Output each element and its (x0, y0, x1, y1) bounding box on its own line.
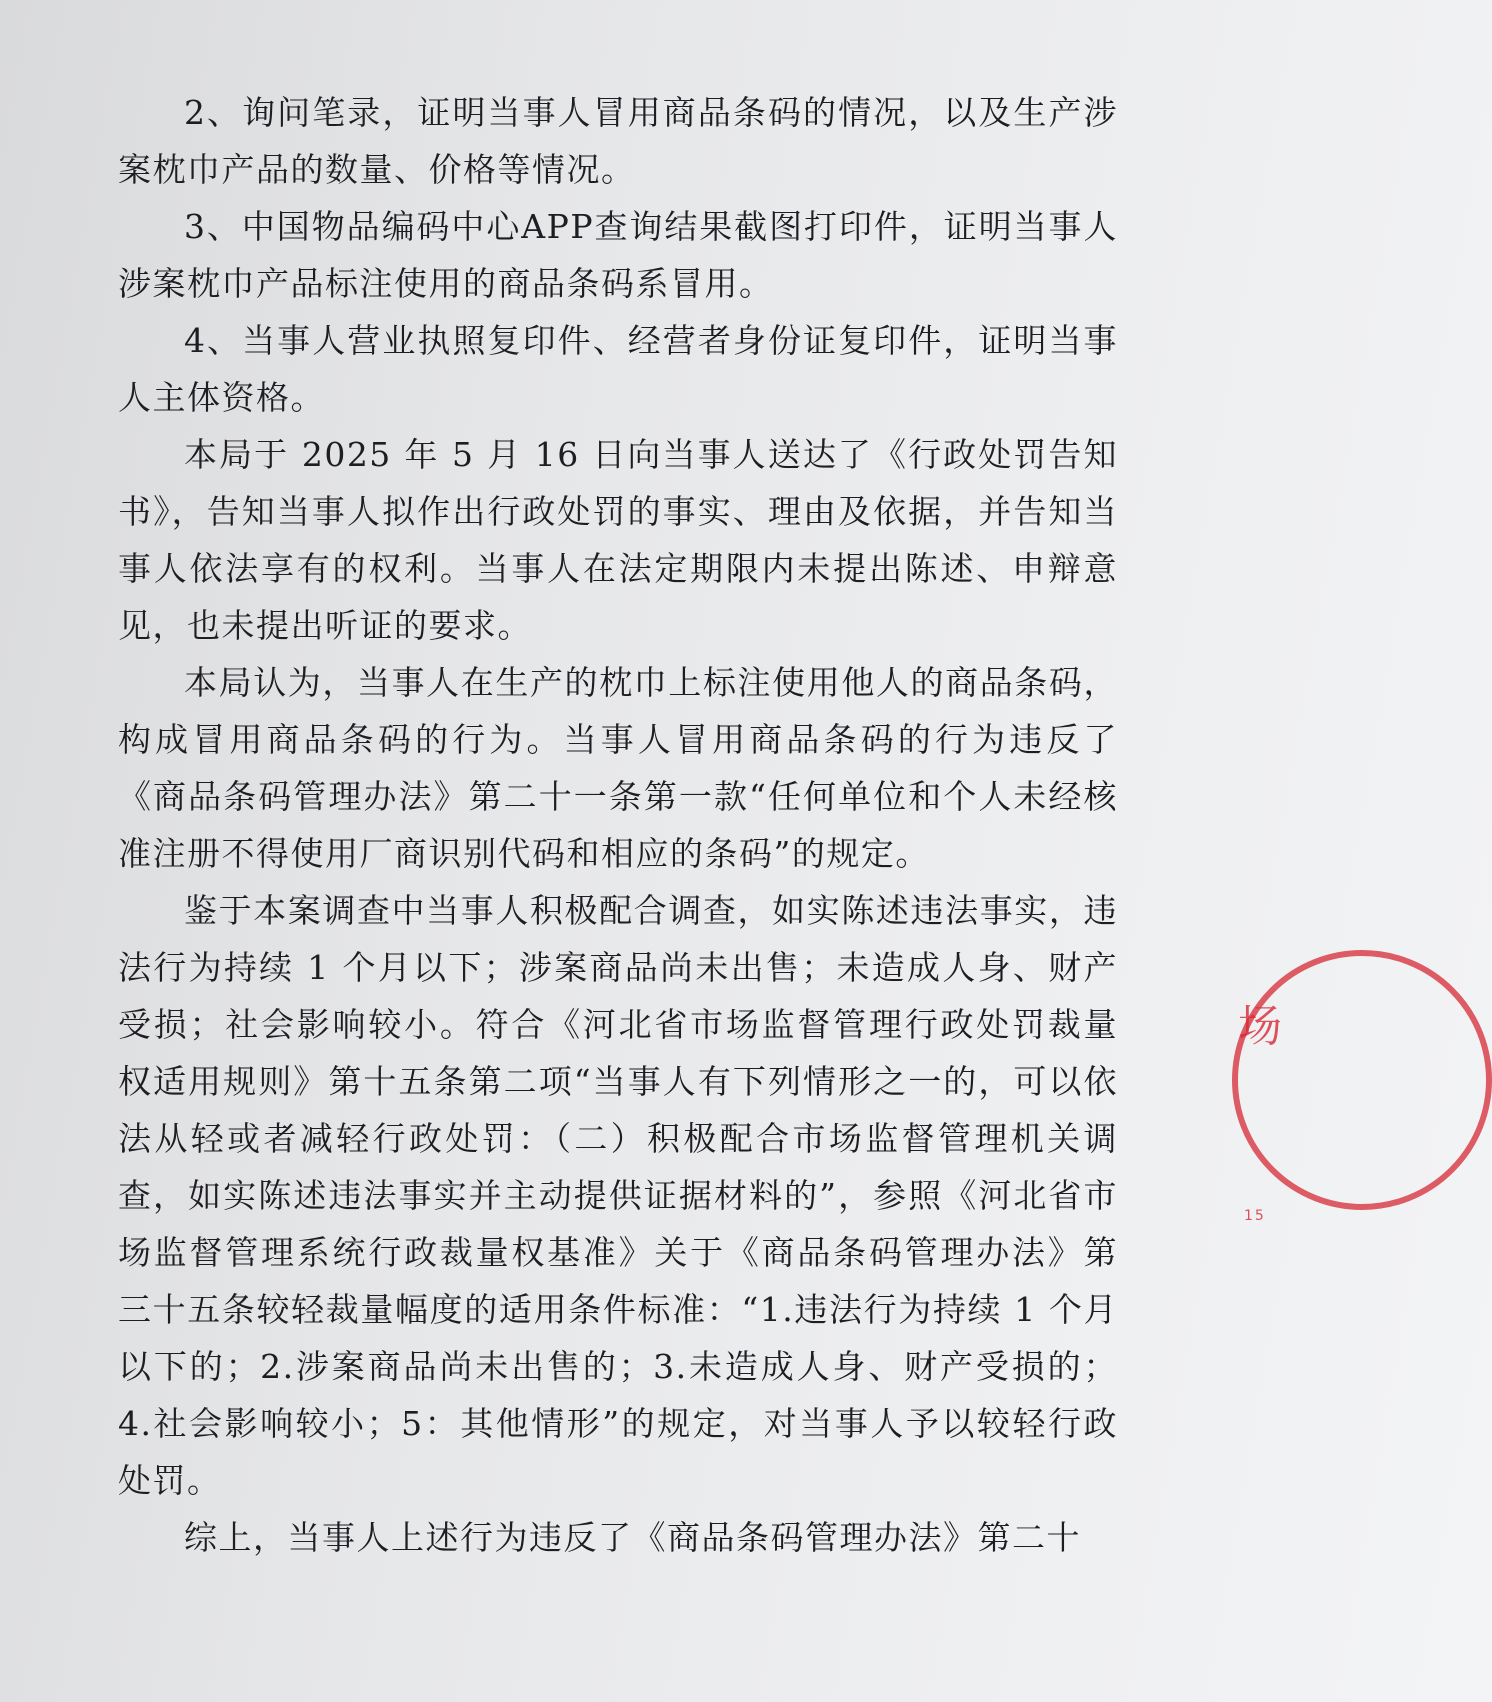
paragraph-mitigation: 鉴于本案调查中当事人积极配合调查，如实陈述违法事实，违法行为持续 1 个月以下；涉案商品尚未出售；未造成人身、财产受损；社会影响较小。符合《河北省市场监督管理行政处罚裁量权适用规则》第十五条第二项“当事人有下列情形之一的，可以依法从轻或者减轻行政处罚：（二）积极配合市场监督管理机关调查，如实陈述违法事实并主动提供证据材料的”，参照《河北省市场监督管理系统行政裁量权基准》关于《商品条码管理办法》第三十五条较轻裁量幅度的适用条件标准：“1.违法行为持续 1 个月以下的；2.涉案商品尚未出售的；3.未造成人身、财产受损的；4.社会影响较小；5：其他情形”的规定，对当事人予以较轻行政处罚。 (118, 891, 1118, 1500)
paragraph-notice-served: 本局于 2025 年 5 月 16 日向当事人送达了《行政处罚告知书》，告知当事人拟作出行政处罚的事实、理由及依据，并告知当事人依法享有的权利。当事人在法定期限内未提出陈述、申辩意见，也未提出听证的要求。 (118, 435, 1118, 645)
paragraph-evidence-2: 2、询问笔录，证明当事人冒用商品条码的情况，以及生产涉案枕巾产品的数量、价格等情况。 (118, 93, 1118, 189)
document-body (118, 84, 1118, 1566)
seal-fragment-char: 场 (1238, 1001, 1282, 1052)
paragraph-evidence-4: 4、当事人营业执照复印件、经营者身份证复印件，证明当事人主体资格。 (118, 321, 1118, 417)
paragraph-evidence-3: 3、中国物品编码中心APP查询结果截图打印件，证明当事人涉案枕巾产品标注使用的商品条码系冒用。 (118, 207, 1118, 303)
paragraph-finding: 本局认为，当事人在生产的枕巾上标注使用他人的商品条码，构成冒用商品条码的行为。当事人冒用商品条码的行为违反了《商品条码管理办法》第二十一条第一款“任何单位和个人未经核准注册不得使用厂商识别代码和相应的条码”的规定。 (118, 663, 1118, 873)
official-seal-stamp (1232, 950, 1492, 1210)
paragraph-conclusion: 综上，当事人上述行为违反了《商品条码管理办法》第二十 (184, 1518, 1081, 1557)
seal-fragment-digits: 15 (1244, 1208, 1266, 1224)
